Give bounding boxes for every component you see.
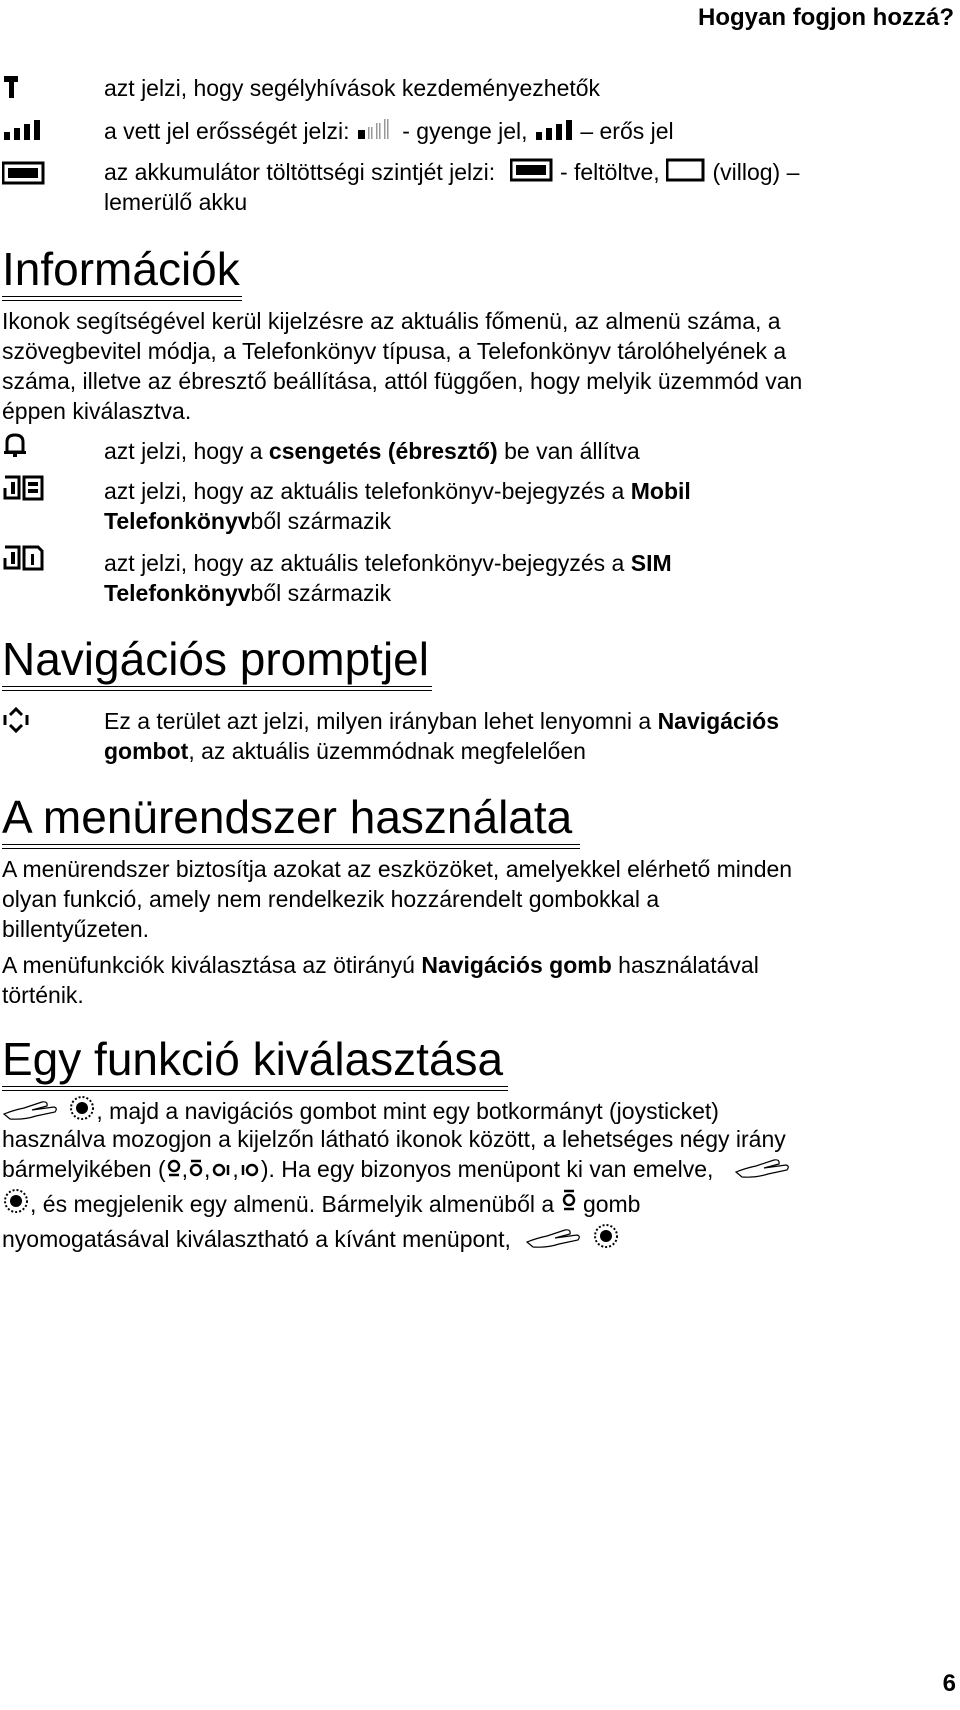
- paragraph-line: szövegbevitel módja, a Telefonkönyv típusa, a Telefonkönyv tárolóhelyének a: [2, 338, 787, 364]
- weak-signal-icon: [356, 118, 396, 149]
- nav-left-icon: [239, 1157, 261, 1187]
- navigacios-heading: Navigációs promptjel: [2, 633, 429, 685]
- nav-text-post: , az aktuális üzemmódnak megfelelően: [188, 738, 586, 764]
- sos-antenna-icon: [2, 74, 22, 105]
- nav-text-pre: Ez a terület azt jelzi, milyen irányban lehet lenyomni a: [104, 708, 658, 734]
- mobile-text-bold: Mobil: [630, 478, 691, 504]
- paragraph-line: billentyűzeten.: [2, 916, 150, 942]
- p2-pre: A menüfunkciók kiválasztása az ötirányú: [2, 952, 422, 978]
- mobile-phonebook-icon: [2, 474, 46, 507]
- funkcio-l3b: ,: [181, 1156, 189, 1182]
- informaciok-heading: Információk: [2, 243, 240, 295]
- nav-arrows-icon: [2, 706, 30, 739]
- weak-signal-label: - gyenge jel,: [402, 118, 528, 144]
- nav-text-bold: Navigációs: [657, 708, 780, 734]
- nav-up-icon: [188, 1156, 204, 1187]
- funkcio-l4b: gomb: [582, 1191, 641, 1217]
- sim-text-bold: SIM: [630, 550, 672, 576]
- sim-text-bold2: Telefonkönyv: [104, 580, 251, 606]
- alarm-text-bold: csengetés (ébresztő): [268, 438, 498, 464]
- heading-rule: [2, 296, 242, 301]
- funkcio-line-3: [2, 1154, 952, 1187]
- strong-signal-icon: [534, 119, 574, 149]
- hand-press-icon: [734, 1154, 794, 1187]
- battery-line: [104, 157, 799, 190]
- funkcio-l1: , majd a navigációs gombot mint egy botkormányt (joysticket): [96, 1098, 719, 1124]
- funkcio-l5: nyomogatásával kiválasztható a kívánt menüpont,: [2, 1226, 511, 1252]
- funkcio-l4a: , és megjelenik egy almenü. Bármelyik almenüből a: [30, 1191, 555, 1217]
- paragraph-line: Ikonok segítségével kerül kijelzésre az aktuális főmenü, az almenü száma, a: [2, 308, 781, 334]
- sim-text-pre: azt jelzi, hogy az aktuális telefonkönyv-bejegyzés a: [104, 550, 631, 576]
- signal-line: [104, 116, 674, 149]
- mobile-text-pre: azt jelzi, hogy az aktuális telefonkönyv-bejegyzés a: [104, 478, 631, 504]
- nav-button-center-icon: [592, 1222, 620, 1257]
- mobile-text-bold2: Telefonkönyv: [104, 508, 251, 534]
- menurendszer-heading: A menürendszer használata: [2, 791, 573, 843]
- funkcio-l2: használva mozogjon a kijelzőn látható ikonok között, a lehetséges négy irány: [2, 1126, 786, 1152]
- p2-bold: Navigációs gomb: [421, 952, 612, 978]
- informaciok-paragraph: [2, 306, 952, 426]
- heading-rule: [2, 844, 580, 849]
- battery-empty-label: (villog) –: [712, 159, 800, 185]
- battery-empty-icon: [666, 157, 706, 190]
- p2-line2: történik.: [2, 982, 84, 1008]
- paragraph-line: éppen kiválasztva.: [2, 398, 192, 424]
- strong-signal-label: – erős jel: [580, 118, 674, 144]
- signal-label: a vett jel erősségét jelzi:: [104, 118, 350, 144]
- paragraph-line: száma, illetve az ébresztő beállítása, attól függően, hogy melyik üzemmód van: [2, 368, 803, 394]
- mobile-phonebook-text: [104, 476, 691, 536]
- battery-label: az akkumulátor töltöttségi szintjét jelzi:: [104, 159, 496, 185]
- alarm-text-pre: azt jelzi, hogy a: [104, 438, 269, 464]
- hand-press-icon: [525, 1224, 585, 1257]
- sim-text-post: ből származik: [250, 580, 392, 606]
- heading-rule: [2, 1086, 508, 1091]
- battery-full-label: - feltöltve,: [559, 159, 660, 185]
- mobile-text-post: ből származik: [250, 508, 392, 534]
- sos-text: azt jelzi, hogy segélyhívások kezdeményezhetők: [104, 75, 601, 101]
- funkcio-l3e: ). Ha egy bizonyos menüpont ki van emelve,: [260, 1156, 714, 1182]
- nav-text-bold2: gombot: [104, 738, 189, 764]
- heading-rule: [2, 686, 432, 691]
- sim-phonebook-text: [104, 548, 672, 608]
- funkcio-heading: Egy funkció kiválasztása: [2, 1033, 504, 1085]
- menurendszer-p1: [2, 854, 952, 944]
- funkcio-paragraph: [2, 1094, 952, 1257]
- page-number: 6: [942, 1670, 956, 1697]
- battery-icon: [2, 160, 46, 191]
- funkcio-line-1: [2, 1094, 952, 1124]
- nav-down-icon: [166, 1156, 182, 1187]
- p2-post: használatával: [611, 952, 759, 978]
- alarm-text-post: be van állítva: [497, 438, 640, 464]
- nav-button-center-icon: [2, 1187, 30, 1222]
- sim-phonebook-icon: [2, 544, 46, 577]
- section-title: Hogyan fogjon hozzá?: [698, 4, 954, 31]
- alarm-bell-icon: [2, 432, 28, 463]
- funkcio-l3d: ,: [232, 1156, 239, 1182]
- nav-right-icon: [210, 1157, 232, 1187]
- nav-up-down-icon: [561, 1187, 577, 1222]
- battery-low-text: lemerülő akku: [104, 189, 248, 215]
- menurendszer-p2: [2, 950, 952, 1010]
- paragraph-line: olyan funkció, amely nem rendelkezik hozzárendelt gombokkal a: [2, 886, 660, 912]
- nav-text: [104, 706, 779, 766]
- funkcio-line-5: [2, 1222, 952, 1257]
- alarm-text: [104, 436, 640, 466]
- funkcio-l3a: bármelyikében (: [2, 1156, 166, 1182]
- funkcio-l3c: ,: [204, 1156, 211, 1182]
- battery-full-icon: [510, 157, 554, 190]
- signal-strength-icon: [2, 120, 42, 147]
- paragraph-line: A menürendszer biztosítja azokat az eszközöket, amelyekkel elérhető minden: [2, 856, 793, 882]
- funkcio-line-4: [2, 1187, 952, 1222]
